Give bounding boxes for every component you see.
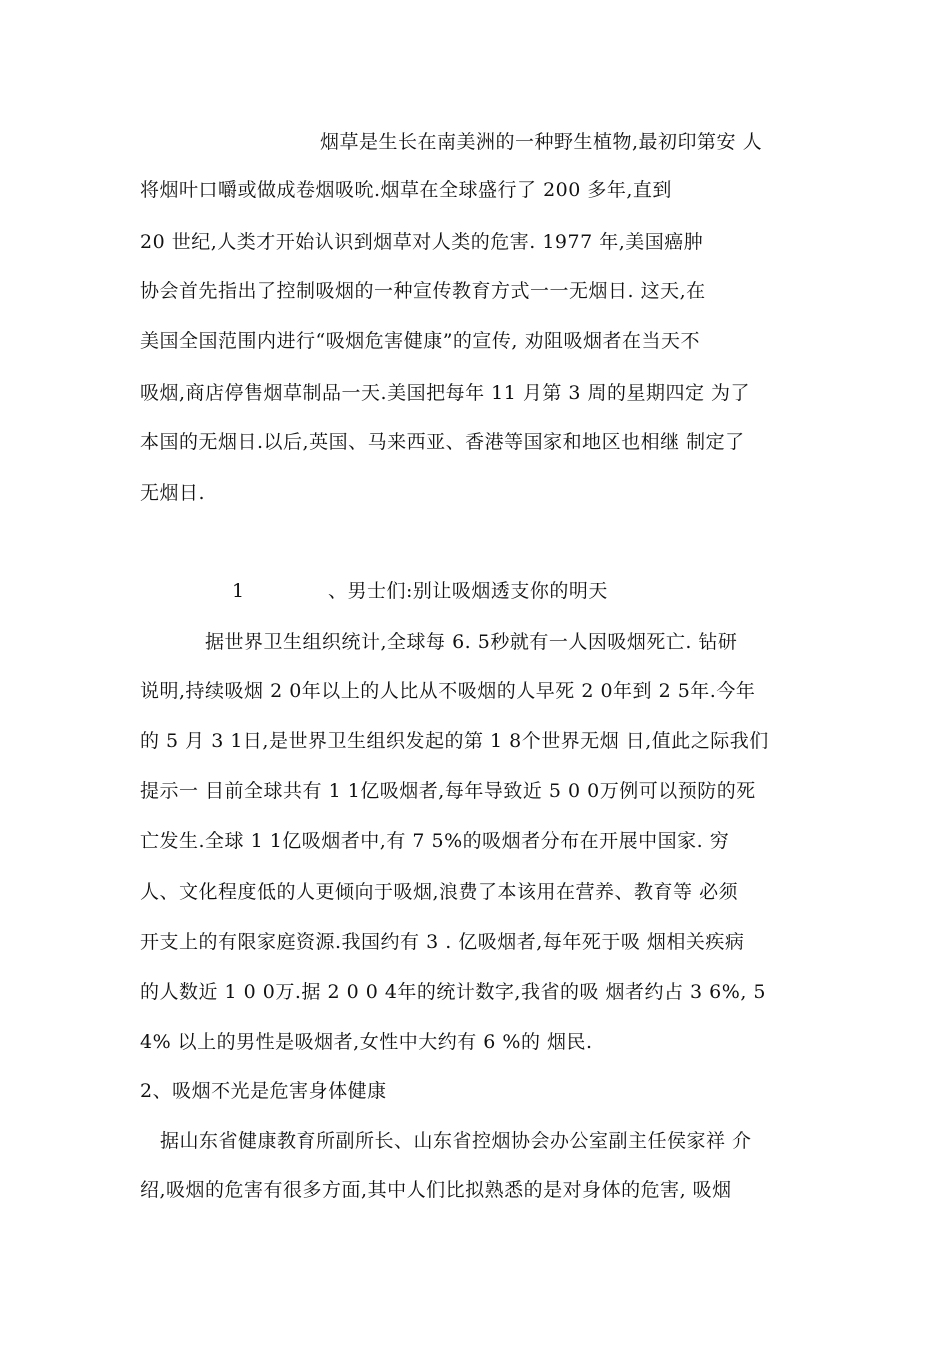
- intro-line-7: 本国的无烟日.以后,英国、马来西亚、香港等国家和地区也相继 制定了: [140, 431, 745, 453]
- intro-line-3: 20 世纪,人类才开始认识到烟草对人类的危害. 1977 年,美国癌肿: [140, 231, 704, 253]
- section-1-line-6: 人、文化程度低的人更倾向于吸烟,浪费了本该用在营养、教育等 必须: [140, 881, 739, 903]
- section-1-number: 1: [232, 580, 245, 602]
- section-1-line-2: 说明,持续吸烟 2 0年以上的人比从不吸烟的人早死 2 0年到 2 5年.今年: [140, 680, 756, 702]
- intro-line-1: 烟草是生长在南美洲的一种野生植物,最初印第安 人: [320, 131, 763, 153]
- section-2-heading: 2、吸烟不光是危害身体健康: [140, 1080, 387, 1102]
- intro-line-6: 吸烟,商店停售烟草制品一天.美国把每年 11 月第 3 周的星期四定 为了: [140, 382, 751, 404]
- section-1-line-5: 亡发生.全球 1 1亿吸烟者中,有 7 5%的吸烟者分布在开展中国家. 穷: [140, 830, 730, 852]
- intro-line-4: 协会首先指出了控制吸烟的一种宣传教育方式一一无烟日. 这天,在: [140, 280, 706, 302]
- section-1-line-7: 开支上的有限家庭资源.我国约有 3 . 亿吸烟者,每年死于吸 烟相关疾病: [140, 931, 745, 953]
- intro-line-8: 无烟日.: [140, 482, 206, 504]
- section-1-line-9: 4% 以上的男性是吸烟者,女性中大约有 6 %的 烟民.: [140, 1031, 593, 1053]
- intro-line-2: 将烟叶口嚼或做成卷烟吸吮.烟草在全球盛行了 200 多年,直到: [140, 179, 672, 201]
- section-2-line-1: 据山东省健康教育所副所长、山东省控烟协会办公室副主任侯家祥 介: [160, 1130, 752, 1152]
- section-1-line-8: 的人数近 1 0 0万.据 2 0 0 4年的统计数字,我省的吸 烟者约占 3 6%, 5: [140, 981, 766, 1003]
- section-2-line-2: 绍,吸烟的危害有很多方面,其中人们比拟熟悉的是对身体的危害, 吸烟: [140, 1179, 732, 1201]
- section-1-line-1: 据世界卫生组织统计,全球每 6. 5秒就有一人因吸烟死亡. 钻研: [205, 631, 738, 653]
- section-1-line-3: 的 5 月 3 1日,是世界卫生组织发起的第 1 8个世界无烟 日,值此之际我们: [140, 730, 769, 752]
- intro-line-5: 美国全国范围内进行“吸烟危害健康”的宣传, 劝阻吸烟者在当天不: [140, 330, 701, 352]
- section-1-line-4: 提示一 目前全球共有 1 1亿吸烟者,每年导致近 5 0 0万例可以预防的死: [140, 780, 756, 802]
- section-1-heading: 、男士们:别让吸烟透支你的明天: [328, 580, 608, 602]
